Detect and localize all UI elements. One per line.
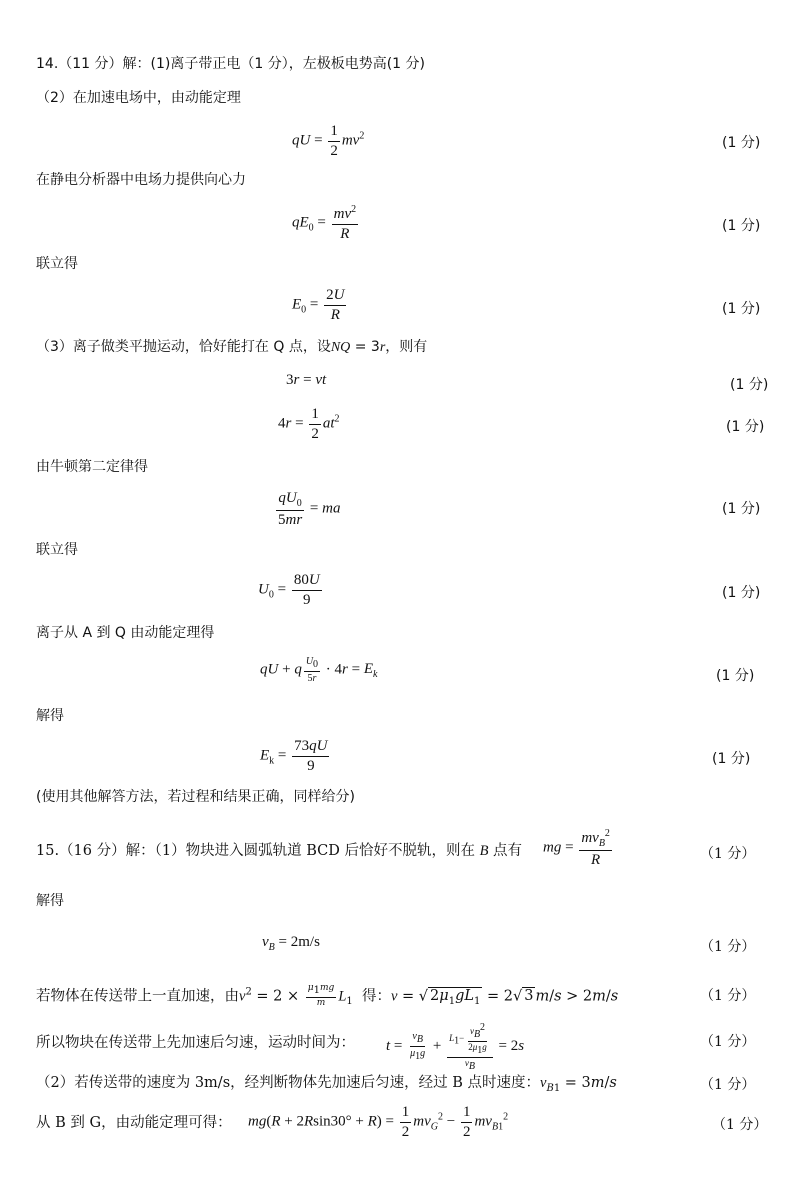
eq-work-energy: mg(R + 2Rsin30° + R) = $\frac{1}{2}$ $mv_G^2$ − $\frac{1}{2}$ $mv_{B1}^2$: [248, 1104, 509, 1140]
q14-field-line: 在静电分析器中电场力提供向心力: [36, 172, 246, 188]
points: (1 分): [722, 218, 761, 234]
eq-qU: qU = $\frac{1}{2}$ $mv^2$: [292, 123, 365, 159]
points: (1 分): [730, 377, 769, 393]
points: (1 分): [716, 668, 755, 684]
q15-accel-a: 若物体在传送带上一直加速，由: [36, 988, 239, 1005]
q15-accel-b: 得：: [361, 988, 391, 1005]
points: （1 分）: [700, 988, 756, 1004]
points: （1 分）: [700, 1034, 756, 1050]
q14-a-to-q: 离子从 A 到 Q 由动能定理得: [36, 625, 215, 641]
points: （1 分）: [700, 939, 756, 955]
q14-solve: 解得: [36, 708, 64, 724]
q15-header: 15.（16 分）解：（1）物块进入圆弧轨道 BCD 后恰好不脱轨，则在 B 点有: [36, 843, 523, 859]
q15-part2: （2）若传送带的速度为 3m/s，经判断物体先加速后匀速，经过 B 点时速度：: [36, 1075, 541, 1091]
points: (1 分): [726, 419, 765, 435]
points: （1 分）: [700, 1077, 756, 1093]
q15-time-line: [36, 1034, 355, 1052]
points: (1 分): [722, 135, 761, 151]
q15-header-b: 点有: [493, 843, 523, 859]
eq-mg: mg = $\frac{mv_B^2}{R}$: [543, 828, 610, 868]
q15-accel-line: 若物体在传送带上一直加速，由$v^2 = 2$ × $\frac{\mu_1mg}{m}$ $L_1$ 得：v = √ $2\mu_1gL_1 = 2√$ 3 m/s > 2m/s: [36, 983, 619, 1008]
eq-qE0: $qE_0$ = $\frac{mv^2}{R}$: [292, 204, 357, 242]
eq-U0: $U_0$ = $\frac{80U}{9}$: [258, 572, 320, 608]
q15-part2-line: （2）若传送带的速度为 3m/s，经判断物体先加速后匀速，经过 B 点时速度：$v_{B1} = 3m/s$: [36, 1075, 617, 1094]
q15-header-a: 15.（16 分）解：（1）物块进入圆弧轨道 BCD 后恰好不脱轨，则在: [36, 843, 475, 859]
q14-note: (使用其他解答方法，若过程和结果正确，同样给分): [36, 789, 355, 805]
eq-E0: $E_0$ = $\frac{2U}{R}$: [292, 287, 345, 323]
eq-newton: $\frac{qU_0}{5mr}$ = ma: [278, 490, 341, 528]
q15-b-to-g: 从 B 到 G，由动能定理可得：: [36, 1115, 232, 1131]
q14-part3-intro-a: （3）离子做类平抛运动，恰好能打在 Q 点，设: [36, 339, 331, 355]
eq-Ek: $E_k$ = $\frac{73qU}{9}$: [260, 738, 328, 774]
eq-4r: 4r = $\frac{1}{2}$ $at^2$: [278, 406, 340, 442]
q14-combine: 联立得: [36, 256, 78, 272]
q14-newton: 由牛顿第二定律得: [36, 459, 148, 475]
points: (1 分): [722, 501, 761, 517]
eq-vB: $v_B = 2m/s$: [262, 934, 320, 953]
points: （1 分）: [700, 846, 756, 862]
q15-time-a: 所以物块在传送带上先加速后匀速，运动时间为：: [36, 1035, 355, 1051]
eq-time: t = $\frac{v_B}{\mu_1g}$ + $L_1-$ $\frac{v_B^2}{2\mu_1g}$ $v_B$ = 2s: [386, 1022, 525, 1072]
points: （1 分）: [712, 1117, 768, 1133]
q14-header: 14.（11 分）解：(1)离子带正电（1 分），左极板电势高(1 分): [36, 56, 425, 72]
points: (1 分): [712, 751, 751, 767]
q15-solve: 解得: [36, 893, 64, 909]
q15-b-to-g-line: [36, 1114, 232, 1132]
points: (1 分): [722, 301, 761, 317]
eq-energy: qU + q $\frac{U_0}{5r}$ · $4r = E_k$: [260, 656, 378, 684]
q14-part2-intro: （2）在加速电场中，由动能定理: [36, 90, 241, 106]
points: (1 分): [722, 585, 761, 601]
q14-combine: 联立得: [36, 542, 78, 558]
q14-part3-intro-b: ，则有: [385, 339, 428, 355]
q14-part3-intro: （3）离子做类平抛运动，恰好能打在 Q 点，设NQ = 3r，则有: [36, 339, 428, 355]
eq-NQ: NQ: [330, 340, 351, 355]
eq-3r: 3r = vt: [286, 372, 327, 388]
